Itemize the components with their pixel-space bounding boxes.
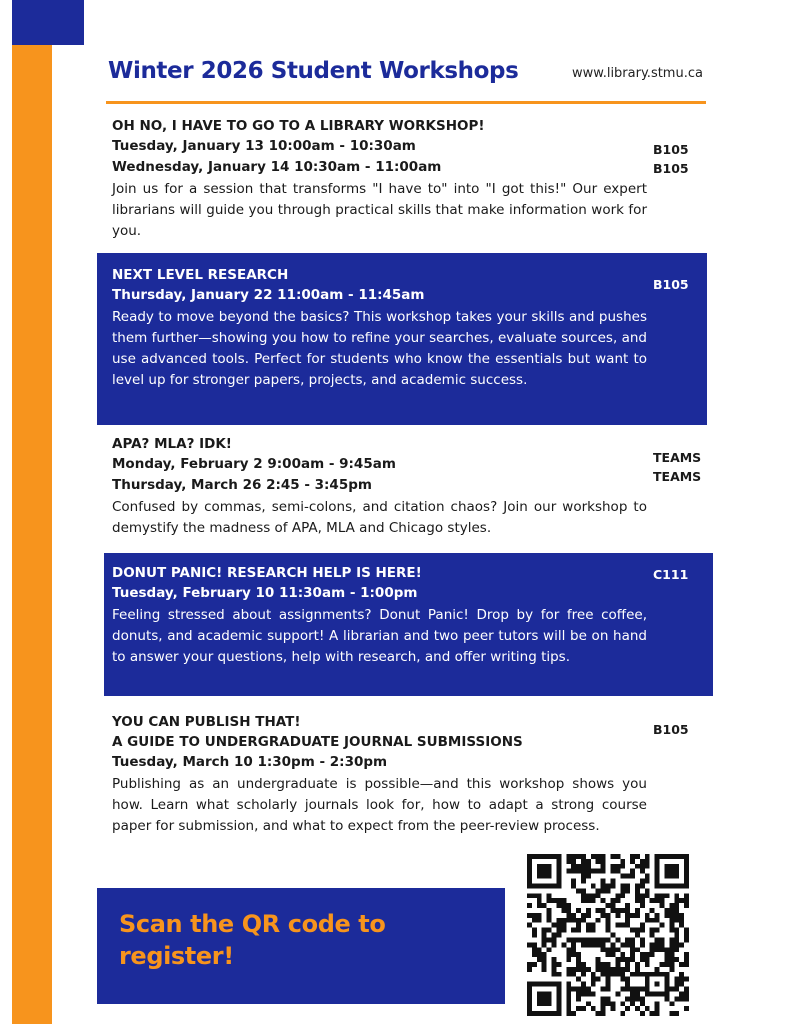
qr-code-icon[interactable] bbox=[527, 854, 689, 1016]
workshop-date: Tuesday, February 10 11:30am - 1:00pm bbox=[112, 585, 418, 601]
workshop-title: OH NO, I HAVE TO GO TO A LIBRARY WORKSHOP! bbox=[112, 118, 485, 134]
library-url[interactable]: www.library.stmu.ca bbox=[572, 66, 703, 81]
workshop-subtitle: A GUIDE TO UNDERGRADUATE JOURNAL SUBMISSIONS bbox=[112, 734, 523, 750]
workshop-description: Confused by commas, semi-colons, and citation chaos? Join our workshop to demystify the madness of APA, MLA and Chicago styles. bbox=[112, 499, 647, 536]
workshop-date: Thursday, January 22 11:00am - 11:45am bbox=[112, 287, 425, 303]
register-callout-text: Scan the QR code to register! bbox=[119, 910, 386, 970]
workshop-rooms bbox=[653, 140, 689, 178]
room-label: TEAMS bbox=[653, 450, 702, 465]
workshop-publishing bbox=[97, 708, 712, 863]
workshop-donut-panic bbox=[104, 553, 713, 696]
room-label: B105 bbox=[653, 722, 689, 737]
workshop-date: Tuesday, January 13 10:00am - 10:30am bbox=[112, 138, 416, 154]
room-label: B105 bbox=[653, 161, 689, 176]
workshop-title: DONUT PANIC! RESEARCH HELP IS HERE! bbox=[112, 565, 422, 581]
workshop-description: Feeling stressed about assignments? Donut Panic! Drop by for free coffee, donuts, and academic support! A librarian and two peer tutors will be on hand to answer your questions, help with research, and offer writing tips. bbox=[112, 607, 647, 665]
room-label: B105 bbox=[653, 142, 689, 157]
title-divider bbox=[106, 101, 706, 104]
workshop-date: Monday, February 2 9:00am - 9:45am bbox=[112, 456, 396, 472]
workshop-title: APA? MLA? IDK! bbox=[112, 436, 232, 452]
room-label: C111 bbox=[653, 567, 689, 582]
workshop-rooms bbox=[653, 720, 689, 739]
workshop-title: YOU CAN PUBLISH THAT! bbox=[112, 714, 301, 730]
workshop-date: Thursday, March 26 2:45 - 3:45pm bbox=[112, 477, 372, 493]
workshop-date: Wednesday, January 14 10:30am - 11:00am bbox=[112, 159, 442, 175]
page-title: Winter 2026 Student Workshops bbox=[108, 58, 519, 84]
orange-side-bar bbox=[12, 0, 52, 1024]
workshop-library-intro bbox=[97, 112, 712, 248]
blue-corner-block bbox=[12, 0, 84, 45]
room-label: B105 bbox=[653, 277, 689, 292]
room-label: TEAMS bbox=[653, 469, 702, 484]
workshop-title: NEXT LEVEL RESEARCH bbox=[112, 267, 289, 283]
workshop-rooms bbox=[653, 275, 689, 294]
workshop-citation-styles bbox=[97, 430, 712, 546]
workshop-rooms bbox=[653, 565, 688, 584]
register-callout bbox=[97, 888, 505, 1004]
workshop-date: Tuesday, March 10 1:30pm - 2:30pm bbox=[112, 754, 388, 770]
workshop-description: Join us for a session that transforms "I have to" into "I got this!" Our expert librarians will guide you through practical skills that make information work for you. bbox=[112, 181, 647, 239]
workshop-next-level-research bbox=[97, 253, 707, 425]
workshop-description: Publishing as an undergraduate is possible—and this workshop shows you how. Learn what scholarly journals look for, how to adapt a strong course paper for submission, and what to expect from the peer-review process. bbox=[112, 776, 647, 834]
workshop-rooms bbox=[653, 448, 701, 486]
workshop-description: Ready to move beyond the basics? This workshop takes your skills and pushes them further—showing you how to refine your searches, evaluate sources, and use advanced tools. Perfect for students who know the essentials but want to level up for stronger papers, projects, and academic success. bbox=[112, 309, 647, 388]
